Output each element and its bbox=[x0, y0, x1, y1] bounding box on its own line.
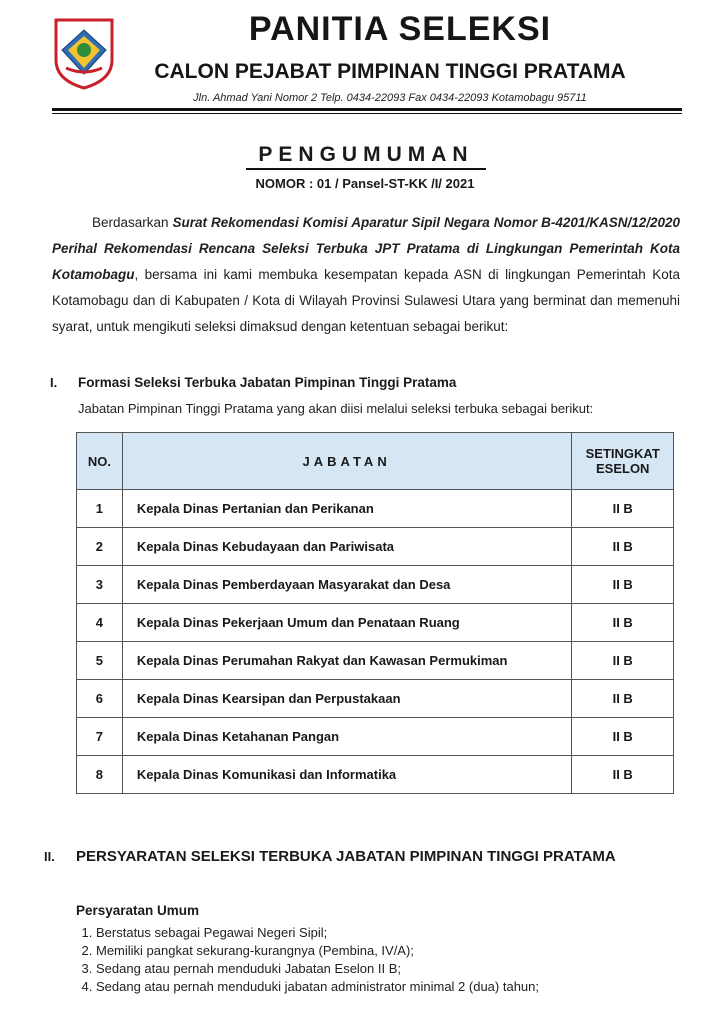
table-header-row bbox=[77, 433, 674, 490]
intro-lead: Berdasarkan bbox=[92, 215, 169, 230]
cell-jabatan: Kepala Dinas Pertanian dan Perikanan bbox=[122, 490, 572, 528]
org-title: PANITIA SELEKSI bbox=[248, 10, 552, 48]
table-row bbox=[77, 680, 674, 718]
city-emblem-logo bbox=[52, 16, 116, 90]
table-row bbox=[77, 566, 674, 604]
cell-eselon: II B bbox=[572, 490, 674, 528]
cell-no: 6 bbox=[77, 680, 123, 718]
cell-jabatan: Kepala Dinas Komunikasi dan Informatika bbox=[122, 756, 572, 794]
section2-number: II. bbox=[44, 849, 55, 864]
org-address: Jln. Ahmad Yani Nomor 2 Telp. 0434-22093 Fax 0434-22093 Kotamobagu 95711 bbox=[193, 92, 587, 104]
formasi-table bbox=[76, 432, 674, 794]
announcement-title: PENGUMUMAN bbox=[258, 143, 474, 166]
section1-number: I. bbox=[50, 375, 58, 390]
header-divider bbox=[52, 108, 682, 111]
requirements-title: Persyaratan Umum bbox=[76, 903, 200, 918]
cell-no: 4 bbox=[77, 604, 123, 642]
cell-eselon: II B bbox=[572, 642, 674, 680]
table-row bbox=[77, 718, 674, 756]
cell-eselon: II B bbox=[572, 566, 674, 604]
cell-jabatan: Kepala Dinas Kebudayaan dan Pariwisata bbox=[122, 528, 572, 566]
announcement-title-underline bbox=[246, 168, 486, 170]
list-item: 1. Berstatus sebagai Pegawai Negeri Sipil; bbox=[96, 924, 539, 942]
cell-eselon: II B bbox=[572, 756, 674, 794]
list-item: 4. Sedang atau pernah menduduki jabatan administrator minimal 2 (dua) tahun; bbox=[96, 978, 539, 996]
table-row bbox=[77, 528, 674, 566]
cell-no: 2 bbox=[77, 528, 123, 566]
table-row bbox=[77, 756, 674, 794]
cell-eselon: II B bbox=[572, 680, 674, 718]
cell-jabatan: Kepala Dinas Ketahanan Pangan bbox=[122, 718, 572, 756]
header-divider-thin bbox=[52, 113, 682, 114]
cell-eselon: II B bbox=[572, 528, 674, 566]
table-row bbox=[77, 490, 674, 528]
cell-no: 7 bbox=[77, 718, 123, 756]
org-subtitle: CALON PEJABAT PIMPINAN TINGGI PRATAMA bbox=[154, 60, 626, 83]
cell-eselon: II B bbox=[572, 604, 674, 642]
col-header-eselon: SETINGKAT ESELON bbox=[572, 433, 674, 490]
requirements-list bbox=[76, 924, 539, 996]
intro-body: , bersama ini kami membuka kesempatan kepada ASN di lingkungan Pemerintah Kota Kotamobagu dan di Kabupaten / Kota di Wilayah Provinsi Sulawesi Utara yang berminat dan memenuhi syarat, untuk mengikuti seleksi dimaksud dengan ketentuan sebagai berikut: bbox=[52, 267, 680, 334]
announcement-number: NOMOR : 01 / Pansel-ST-KK /I/ 2021 bbox=[255, 176, 475, 191]
cell-jabatan: Kepala Dinas Pemberdayaan Masyarakat dan Desa bbox=[122, 566, 572, 604]
intro-reference: Surat Rekomendasi Komisi Aparatur Sipil Negara Nomor B-4201/KASN/12/2020 Perihal Rekomendasi Rencana Seleksi Terbuka JPT Pratama di Lingkungan Pemerintah Kota Kotamobagu bbox=[52, 215, 680, 282]
col-header-no: NO. bbox=[77, 433, 123, 490]
col-header-jabatan: JABATAN bbox=[122, 433, 572, 490]
section2-title: PERSYARATAN SELEKSI TERBUKA JABATAN PIMPINAN TINGGI PRATAMA bbox=[76, 848, 616, 865]
table-row bbox=[77, 642, 674, 680]
cell-no: 3 bbox=[77, 566, 123, 604]
table-row bbox=[77, 604, 674, 642]
cell-no: 8 bbox=[77, 756, 123, 794]
cell-jabatan: Kepala Dinas Kearsipan dan Perpustakaan bbox=[122, 680, 572, 718]
list-item: 3. Sedang atau pernah menduduki Jabatan Eselon II B; bbox=[96, 960, 539, 978]
section1-description: Jabatan Pimpinan Tinggi Pratama yang akan diisi melalui seleksi terbuka sebagai berikut: bbox=[78, 401, 594, 416]
cell-no: 5 bbox=[77, 642, 123, 680]
list-item: 2. Memiliki pangkat sekurang-kurangnya (Pembina, IV/A); bbox=[96, 942, 539, 960]
cell-jabatan: Kepala Dinas Perumahan Rakyat dan Kawasan Permukiman bbox=[122, 642, 572, 680]
intro-paragraph bbox=[52, 210, 680, 340]
cell-no: 1 bbox=[77, 490, 123, 528]
cell-jabatan: Kepala Dinas Pekerjaan Umum dan Penataan Ruang bbox=[122, 604, 572, 642]
cell-eselon: II B bbox=[572, 718, 674, 756]
section1-title: Formasi Seleksi Terbuka Jabatan Pimpinan Tinggi Pratama bbox=[78, 375, 457, 390]
